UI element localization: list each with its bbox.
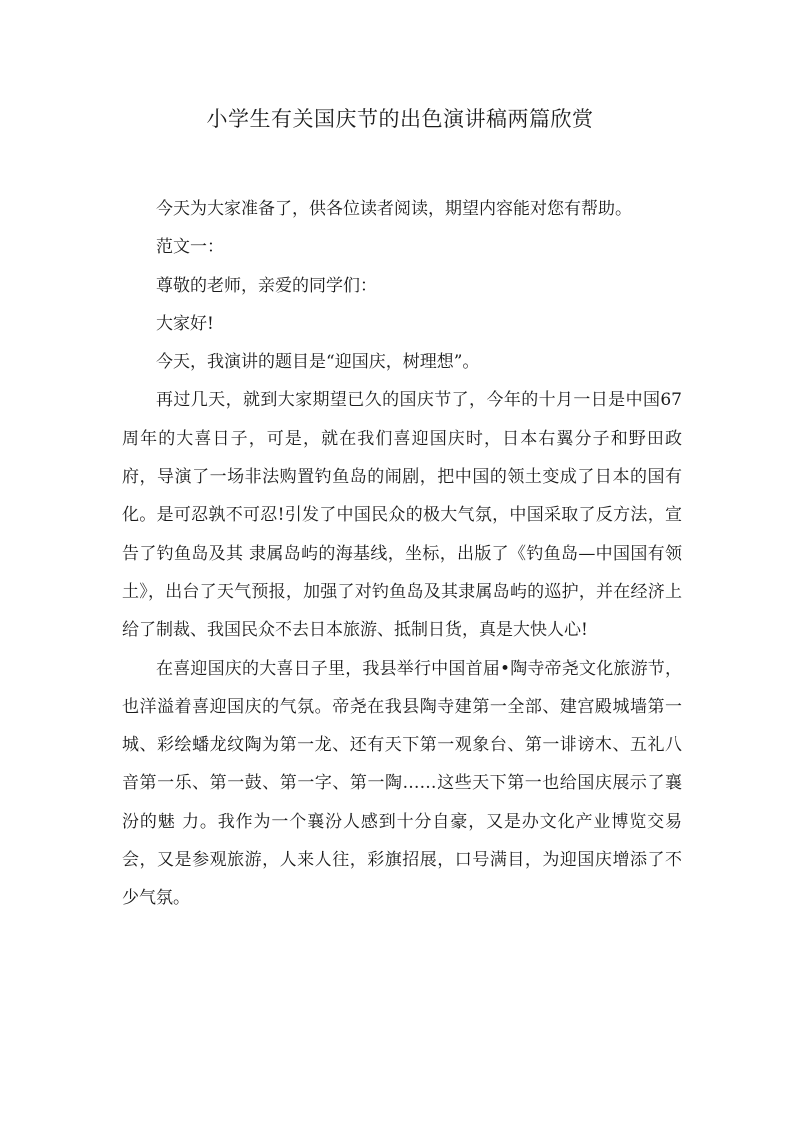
document-title: 小学生有关国庆节的出色演讲稿两篇欣赏 [206, 107, 594, 131]
paragraph-greeting: 大家好! [156, 313, 214, 334]
paragraph-intro: 今天为大家准备了，供各位读者阅读，期望内容能对您有帮助。 [156, 199, 632, 219]
paragraph-speech-topic: 今天，我演讲的题目是“迎国庆，树理想”。 [156, 352, 480, 373]
paragraph-culture-festival: 在喜迎国庆的大喜日子里，我县举行中国首届•陶寺帝尧文化旅游节，也洋溢着喜迎国庆的气氛。帝尧在我县陶寺建第一全部、建宫殿城墙第一城、彩绘蟠龙纹陶为第一龙、还有天下第一观象台、第一诽谤木、五礼八音第一乐、第一鼓、第一字、第一陶……这些天下第一也给国庆展示了襄汾的魅 力。我作为一个襄汾人感到十分自豪，又是办文化产业博览交易会，又是参观旅游，人来人往，彩旗招展，口号满目，为迎国庆增添了不少气氛。 [122, 658, 682, 909]
document-body [122, 190, 682, 918]
paragraph-national-day: 再过几天，就到大家期望已久的国庆节了，今年的十月一日是中国67周年的大喜日子，可是，就在我们喜迎国庆时，日本右翼分子和野田政 府，导演了一场非法购置钓鱼岛的闹剧，把中国的领土变成了日本的国有化。是可忍孰不可忍!引发了中国民众的极大气氛，中国采取了反方法，宣告了钓鱼岛及其 隶属岛屿的海基线，坐标，出版了《钓鱼岛—中国国有领土》，出台了天气预报，加强了对钓鱼岛及其隶属岛屿的巡护，并在经济上给了制裁、我国民众不去日本旅游、抵制日货，真是大快人心! [122, 390, 682, 641]
paragraph-salutation: 尊敬的老师，亲爱的同学们： [156, 275, 377, 296]
paragraph-sample-heading: 范文一： [156, 237, 224, 258]
